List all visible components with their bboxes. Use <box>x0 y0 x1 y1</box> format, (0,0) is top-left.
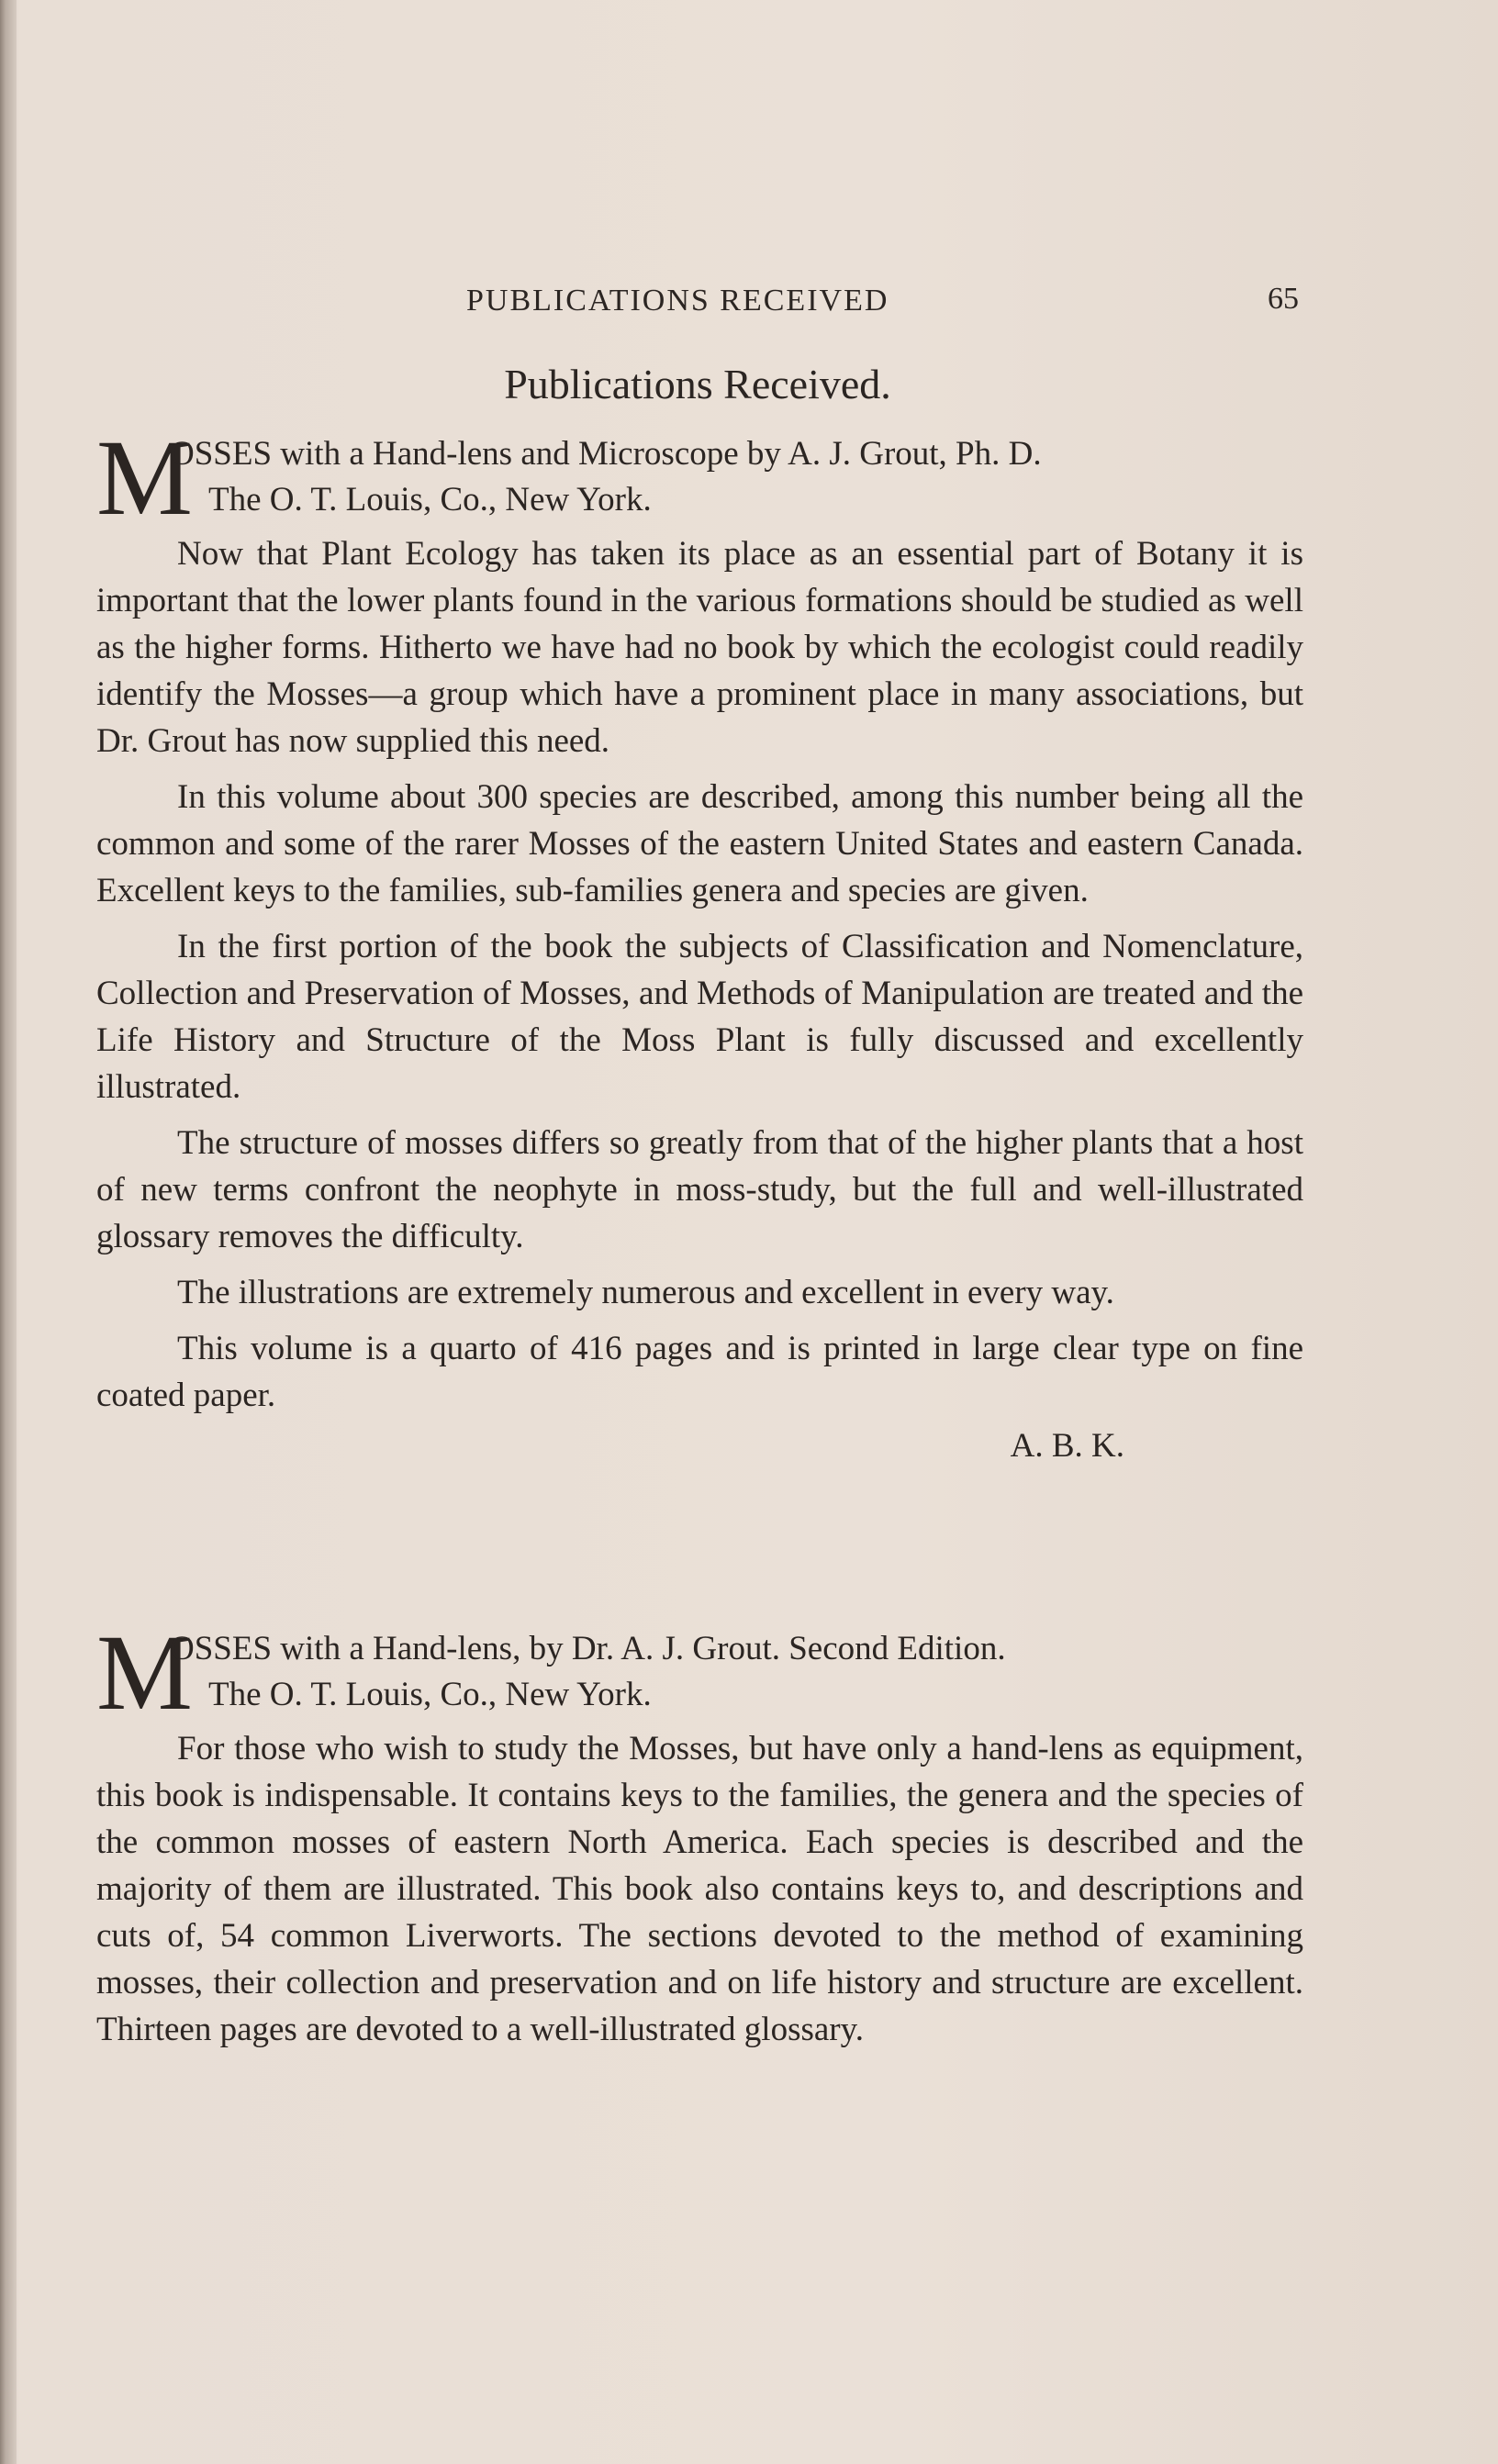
review-paragraph: In this volume about 300 species are described, among this number being all the common and some of the rarer Mosses of the eastern United States and eastern Canada. Excellent keys to the families, sub-families genera and species are given. <box>96 778 1303 909</box>
page-binding-edge <box>0 0 17 2464</box>
entry-heading <box>96 418 1303 538</box>
drop-cap: M <box>96 418 193 538</box>
publisher-line: The O. T. Louis, Co., New York. <box>208 1676 652 1713</box>
entry-heading <box>96 1612 1303 1733</box>
review-paragraph: The illustrations are extremely numerous and excellent in every way. <box>177 1274 1114 1311</box>
book-title-line: OSSES with a Hand-lens, by Dr. A. J. Grout. Second Edition. <box>170 1630 1006 1667</box>
running-title: PUBLICATIONS RECEIVED <box>466 284 889 318</box>
review-paragraph: In the first portion of the book the subjects of Classification and Nomenclature, Collection and Preservation of Mosses, and Methods of Manipulation are treated and the Life History and Structure of the Moss Plant is fully discussed and excellently illustrated. <box>96 928 1303 1106</box>
drop-cap: M <box>96 1612 193 1733</box>
review-entry <box>96 418 1303 1469</box>
review-paragraph: Now that Plant Ecology has taken its place as an essential part of Botany it is important that the lower plants found in the various formations should be studied as well as the higher forms. Hitherto we have had no book by which the ecologist could readily identify the Mosses—a group which have a prominent place in many associations, but Dr. Grout has now supplied this need. <box>96 535 1303 760</box>
review-paragraph: This volume is a quarto of 416 pages and is printed in large clear type on fine coated paper. <box>96 1330 1303 1414</box>
section-title: Publications Received. <box>504 361 891 407</box>
publisher-line: The O. T. Louis, Co., New York. <box>208 481 652 518</box>
running-head <box>96 280 1299 326</box>
book-title-line: OSSES with a Hand-lens and Microscope by A. J. Grout, Ph. D. <box>170 435 1042 473</box>
review-paragraph: For those who wish to study the Mosses, but have only a hand-lens as equipment, this book is indispensable. It contains keys to the families, the genera and the species of the common mosses of eastern North America. Each species is described and the majority of them are illustrated. This book also contains keys to, and descriptions and cuts of, 54 common Liverworts. The sections devoted to the method of examining mosses, their collection and preservation and on life history and structure are excellent. Thirteen pages are devoted to a well-illustrated glossary. <box>96 1730 1303 2048</box>
page-number: 65 <box>1268 282 1299 316</box>
review-paragraph: The structure of mosses differs so greatly from that of the higher plants that a host of new terms confront the neophyte in moss-study, but the full and well-illustrated glossary removes the difficulty. <box>96 1124 1303 1255</box>
reviewer-signature: A. B. K. <box>1010 1427 1124 1465</box>
review-entry <box>96 1612 1303 2062</box>
